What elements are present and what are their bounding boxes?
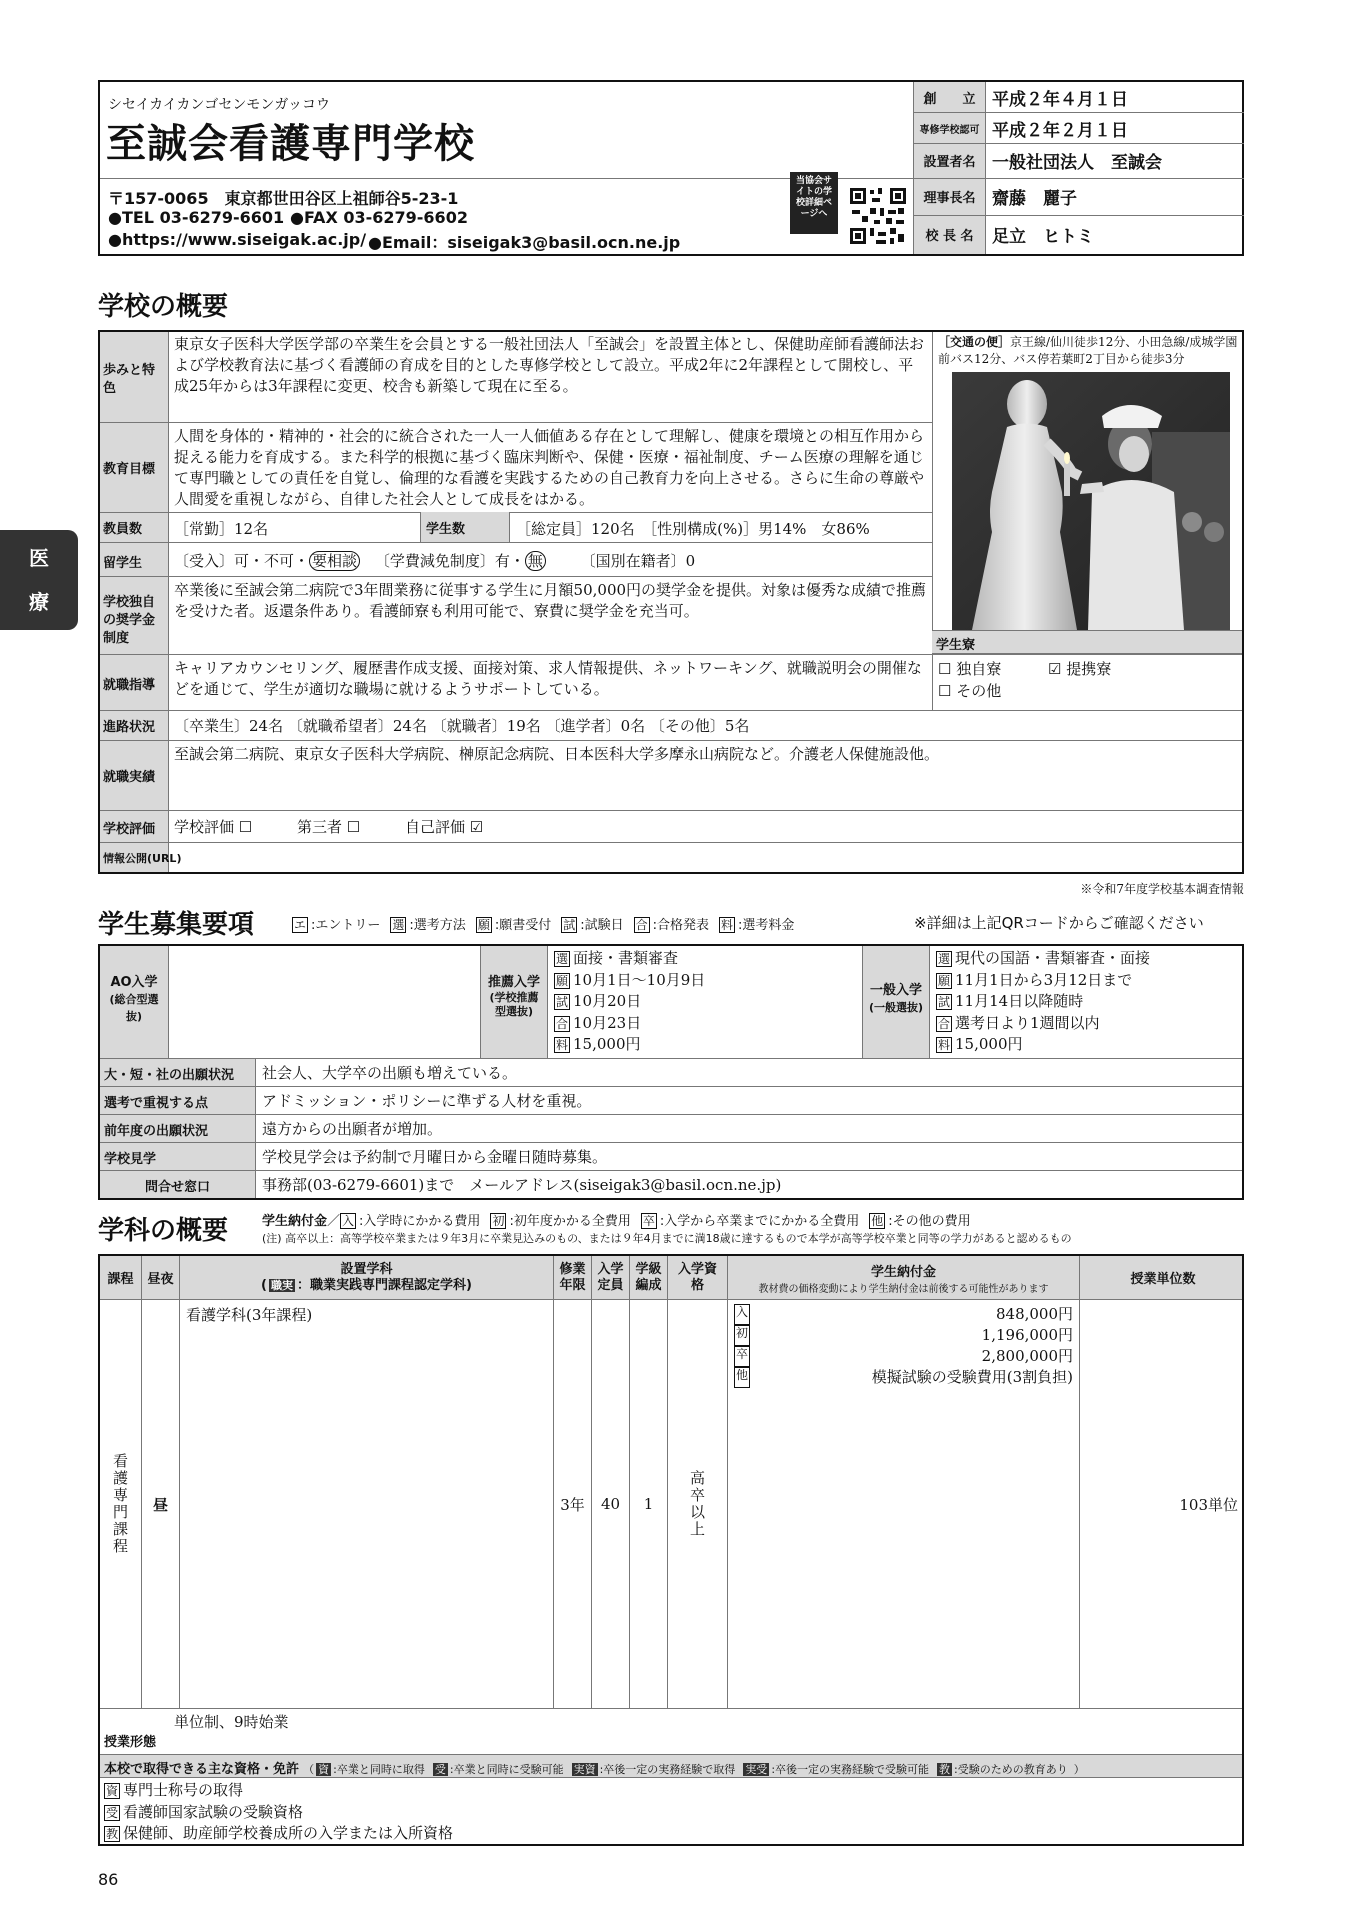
- history-text: 東京女子医科大学医学部の卒業生を会員とする一般社団法人「至誠会」を設置主体とし、保健助産師看護師法および学校教育法に基づく看護師の育成を目的とした専修学校として設立。平成2年に2年課程として開校し、平成25年からは3年課程に変更、校舎も新築して現在に至る。: [174, 335, 925, 395]
- qr-badge[interactable]: [790, 172, 838, 234]
- job-guide-label: 就職指導: [103, 678, 156, 693]
- suisen-title: 推薦入学: [487, 975, 540, 990]
- legend-text: :願書受付: [494, 918, 552, 933]
- recruit-row: [100, 1114, 1244, 1142]
- license-legend-key: 資: [318, 1763, 330, 1776]
- history-label: 歩みと特色: [103, 363, 156, 396]
- intl-label: 留学生: [103, 556, 143, 571]
- license-value: 専門士称号の取得: [123, 1781, 244, 1799]
- intl-accept-selected: 要相談: [309, 551, 360, 571]
- overview-box: [98, 330, 1244, 874]
- fee-legend-text: :初年度かかる全費用: [509, 1214, 631, 1229]
- info-row: [914, 113, 1245, 144]
- recruit-box: [98, 944, 1244, 1200]
- recruit-legend: [292, 914, 804, 933]
- dorm-own: ☐ 独自寮: [938, 660, 1002, 678]
- ippan-item-value: 11月1日から3月12日まで: [955, 970, 1133, 989]
- legend-key: 試: [563, 918, 576, 932]
- suisen-item-value: 10月23日: [573, 1013, 642, 1032]
- legend-key: 料: [721, 918, 734, 932]
- suisen-item-value: 10月20日: [573, 992, 642, 1010]
- dept-box: [98, 1254, 1244, 1846]
- recruit-row-value: 学校見学会は予約制で月曜日から金曜日随時募集。: [262, 1148, 608, 1166]
- school-photo: [952, 372, 1230, 630]
- fee-value: 848,000円: [995, 1305, 1074, 1323]
- fee-legend-title: 学生納付金: [262, 1214, 328, 1229]
- fee-legend-text: :その他の費用: [888, 1214, 971, 1229]
- info-value: 足立 ヒトミ: [986, 215, 1245, 254]
- col-dept-title: 設置学科: [340, 1261, 393, 1277]
- recruit-row-label: 大・短・社の出願状況: [100, 1059, 256, 1087]
- info-row: [914, 143, 1245, 178]
- fee-legend-key: 他: [871, 1214, 884, 1228]
- recruit-row: [100, 1086, 1244, 1114]
- col-dept-sub-text: ：職業実践専門課程認定学科): [297, 1277, 472, 1293]
- license-legend-close: ）: [1073, 1763, 1085, 1776]
- ao-label: [100, 974, 168, 1025]
- suisen-item-key: 合: [556, 1016, 569, 1031]
- row-line: [100, 542, 932, 543]
- scholar-label: 学校独自の奨学金制度: [103, 595, 156, 646]
- ippan-subtitle: (一般選抜): [868, 1001, 924, 1014]
- ippan-item-key: 試: [938, 995, 951, 1009]
- info-label: 専修学校認可: [914, 113, 986, 144]
- suisen-item-key: 料: [556, 1038, 569, 1052]
- row-line: [100, 842, 1244, 843]
- overview-heading: 学校の概要: [98, 292, 229, 322]
- info-value: 一般社団法人 至誠会: [986, 143, 1245, 178]
- recruit-row-label: 学校見学: [100, 1143, 256, 1171]
- ao-subtitle: (総合型選抜): [109, 993, 159, 1023]
- dorm-label: 学生寮: [932, 630, 1244, 654]
- suisen-item-key: 選: [556, 952, 569, 966]
- license-legend-open: （: [303, 1763, 315, 1776]
- col-units: 授業単位数: [1080, 1256, 1244, 1300]
- col-daynight: 昼夜: [142, 1256, 180, 1300]
- legend-text: :試験日: [580, 918, 624, 933]
- license-key: 受: [106, 1805, 119, 1820]
- row-line: [100, 740, 1244, 741]
- info-value: 平成２年２月１日: [986, 113, 1245, 144]
- eval-items: [174, 816, 483, 837]
- col-dept: [180, 1256, 554, 1300]
- legend-key: 願: [477, 918, 490, 932]
- fee-value: 2,800,000円: [981, 1347, 1074, 1365]
- ippan-item-key: 願: [938, 973, 951, 988]
- col-fees-note: 教材費の価格変動により学生納付金は前後する可能性があります: [758, 1283, 1049, 1295]
- ippan-title: 一般入学: [869, 983, 922, 998]
- legend-key: 選: [392, 918, 405, 932]
- suisen-item-key: 試: [556, 995, 569, 1009]
- style-row: [100, 1708, 1244, 1754]
- table-row: [100, 1300, 1245, 1709]
- qr-code-icon[interactable]: [848, 186, 908, 246]
- legend-key: 合: [635, 918, 648, 932]
- legend-text: :合格発表: [652, 918, 710, 933]
- license-value: 保健師、助産師学校養成所の入学または入所資格: [123, 1824, 454, 1842]
- ippan-item-key: 合: [938, 1016, 951, 1031]
- col-course: 課程: [100, 1256, 142, 1300]
- col-dept-sub-tag: 職実: [271, 1278, 293, 1292]
- recruit-row-value: 社会人、大学卒の出願も増えている。: [262, 1064, 518, 1082]
- fee-value: 模擬試験の受験費用(3割負担): [871, 1368, 1074, 1386]
- suisen-item-key: 願: [556, 973, 569, 988]
- school-name: 至誠会看護専門学校: [106, 121, 475, 167]
- info-value: 齋藤 麗子: [986, 178, 1245, 215]
- email-link[interactable]: ●Email：siseigak3@basil.ocn.ne.jp: [368, 233, 681, 252]
- recruit-row: [100, 1170, 1244, 1198]
- license-legend-text: :卒業と同時に取得: [333, 1763, 425, 1776]
- style-value: 単位制、9時始業: [174, 1713, 289, 1731]
- license-key: 教: [106, 1827, 119, 1841]
- fee-legend: [262, 1210, 981, 1229]
- col-capacity: 入学定員: [592, 1256, 630, 1300]
- info-label: 校 長 名: [914, 215, 986, 254]
- col-fees-title: 学生納付金: [871, 1264, 937, 1280]
- recruit-row-value: 遠方からの出願者が増加。: [262, 1120, 443, 1138]
- recruit-row: [100, 1142, 1244, 1170]
- students-label: 学生数: [426, 522, 466, 537]
- license-legend-key: 実受: [745, 1763, 768, 1776]
- style-label: 授業形態: [104, 1735, 157, 1750]
- recruit-legend-note: ※詳細は上記QRコードからご確認ください: [914, 914, 1204, 932]
- recruit-row-label: 前年度の出願状況: [100, 1115, 256, 1143]
- access-info: [938, 334, 1242, 368]
- goal-label: 教育目標: [103, 462, 156, 477]
- postal-address: 〒157-0065 東京都世田谷区上祖師谷5-23-1: [108, 189, 459, 208]
- license-title: 本校で取得できる主な資格・免許: [104, 1762, 300, 1777]
- ippan-items: [936, 948, 1150, 1056]
- recruit-row-label: 選考で重視する点: [100, 1087, 256, 1115]
- students-text: ［総定員］120名 ［性別構成(%)］男14% 女86%: [516, 520, 870, 538]
- info-label: 創 立: [914, 82, 986, 113]
- path-label: 進路状況: [103, 720, 156, 735]
- intl-fee: 〔学費減免制度〕有・: [374, 552, 525, 570]
- license-list: [104, 1780, 453, 1845]
- category-tab-char-1: 医: [29, 546, 49, 570]
- license-legend-text: :卒業と同時に受験可能: [449, 1763, 564, 1776]
- page-number: 86: [98, 1870, 119, 1889]
- recruit-row-value: 事務部(03-6279-6601)まで メールアドレス(siseigak3@basil.ocn.ne.jp): [262, 1176, 782, 1194]
- goal-text: 人間を身体的・精神的・社会的に統合された一人一人価値ある存在として理解し、健康を環境との相互作用から捉える能力を育成する。また科学的根拠に基づく臨床判断や、保健・医療・福祉制度、チーム医療の理解を通じて専門職としての責任を自覚し、倫理的な看護を実践するための自己教育力を向上させる。さらに生命の尊厳や人間愛を重視しながら、自律した社会人として成長をはかる。: [174, 427, 925, 508]
- qr-badge-label: 当協会サイトの学校詳細ページへ: [795, 176, 832, 219]
- suisen-subtitle: (学校推薦型選抜): [489, 991, 539, 1018]
- tel: ●TEL 03-6279-6601: [108, 208, 285, 227]
- fax: ●FAX 03-6279-6602: [290, 208, 468, 227]
- col-years: 修業年限: [554, 1256, 592, 1300]
- school-kana: シセイカイカンゴセンモンガッコウ: [108, 97, 331, 113]
- legend-text: :選考料金: [738, 918, 795, 933]
- dorm-partner: ☑ 提携寮: [1048, 660, 1112, 678]
- dorm-other: ☐ その他: [938, 682, 1002, 700]
- intl-country: 〔国別在籍者〕0: [580, 552, 696, 570]
- job-guide-text: キャリアカウンセリング、履歴書作成支援、面接対策、求人情報提供、ネットワーキング、就職説明会の開催などを通じて、学生が適切な職場に就けるようサポートしている。: [174, 659, 922, 698]
- access-label: ［交通の便］: [938, 335, 1011, 349]
- teachers-text: ［常勤］12名: [174, 520, 269, 538]
- license-value: 看護師国家試験の受験資格: [123, 1802, 304, 1821]
- eval-self: 自己評価 ☑: [405, 818, 484, 836]
- ippan-item-value: 11月14日以降随時: [955, 992, 1084, 1010]
- info-label: 理事長名: [914, 178, 986, 215]
- license-legend-text: :受験のための教育あり: [954, 1763, 1068, 1776]
- jobs-label: 就職実績: [103, 770, 156, 785]
- fee-line: [734, 1367, 1073, 1388]
- suisen-item-value: 面接・書類審査: [573, 949, 679, 967]
- fee-legend-key: 卒: [642, 1214, 655, 1228]
- license-legend-key: 実資: [573, 1763, 596, 1776]
- cell-units: 103単位: [1080, 1300, 1244, 1709]
- row-line: [100, 810, 1244, 811]
- legend-key: エ: [294, 918, 307, 932]
- ippan-item-value: 現代の国語・書類審査・面接: [955, 949, 1151, 967]
- license-legend-text: :卒後一定の実務経験で受験可能: [771, 1763, 930, 1776]
- school-header: [98, 80, 1244, 256]
- col-qual: 入学資格: [668, 1256, 728, 1300]
- jobs-text: 至誠会第二病院、東京女子医科大学病院、榊原記念病院、日本医科大学多摩永山病院など。介護老人保健施設他。: [174, 745, 940, 763]
- source-note: ※令和7年度学校基本調査情報: [1080, 882, 1244, 896]
- fee-legend-text: :入学から卒業までにかかる全費用: [659, 1214, 860, 1229]
- teachers-label: 教員数: [103, 522, 143, 537]
- ippan-label: [862, 982, 930, 1016]
- website-link[interactable]: ●https://www.siseigak.ac.jp/: [108, 230, 367, 249]
- info-row: [914, 178, 1245, 215]
- info-row: [914, 82, 1245, 113]
- dorm-options: [938, 658, 1111, 702]
- suisen-item-value: 15,000円: [573, 1035, 641, 1053]
- fee-legend-key: 入: [342, 1214, 355, 1228]
- disclosure-label: 情報公開(URL): [103, 852, 182, 865]
- fee-legend-slash: ／: [327, 1214, 341, 1229]
- recruit-row-label: 問合せ窓口: [100, 1171, 256, 1199]
- info-value: 平成２年４月１日: [986, 82, 1245, 113]
- license-legend-key: 教: [939, 1763, 951, 1776]
- path-text: 〔卒業生〕24名 〔就職希望者〕24名 〔就職者〕19名 〔進学者〕0名 〔その他〕5名: [174, 717, 750, 735]
- dept-header-row: [100, 1256, 1245, 1300]
- suisen-item-value: 10月1日～10月9日: [573, 970, 706, 989]
- recruit-row-value: アドミッション・ポリシーに準ずる人材を重視。: [262, 1092, 592, 1110]
- col-fees: [728, 1256, 1080, 1300]
- eligibility-note: (注) 高卒以上：高等学校卒業または９年3月に卒業見込みのもの、または９年4月までに満18歳に達するもので本学が高等学校卒業と同等の学力があると認めるもの: [262, 1232, 1072, 1245]
- info-label: 設置者名: [914, 143, 986, 178]
- ippan-item-key: 料: [938, 1038, 951, 1052]
- cell-qual: 高卒以上: [668, 1300, 728, 1709]
- ippan-item-value: 15,000円: [955, 1035, 1023, 1053]
- recruit-row: [100, 1058, 1244, 1086]
- fee-key: 卒: [734, 1346, 750, 1367]
- row-line: [100, 710, 1244, 711]
- cell-capacity: 40: [592, 1300, 630, 1709]
- fee-legend-key: 初: [492, 1214, 505, 1228]
- fee-key: 初: [734, 1325, 750, 1346]
- cell-course: 看護専門課程: [100, 1300, 142, 1709]
- row-line: [100, 654, 1244, 655]
- intl-fee-selected: 無: [525, 551, 546, 571]
- eval-school: 学校評価 ☐: [174, 818, 253, 836]
- col-classes: 学級編成: [630, 1256, 668, 1300]
- row-line: [100, 576, 932, 577]
- scholar-text: 卒業後に至誠会第二病院で3年間業務に従事する学生に月額50,000円の奨学金を提供。対象は優秀な成績で推薦を受けた者。返還条件あり。看護師寮も利用可能で、寮費に奨学金を充当可。: [174, 581, 927, 620]
- cell-fees: [728, 1300, 1080, 1709]
- suisen-items: [554, 948, 705, 1056]
- col-dept-sub: ( 職実 ：職業実践専門課程認定学科): [261, 1277, 472, 1293]
- cell-years: 3年: [554, 1300, 592, 1709]
- row-line: [100, 512, 932, 513]
- fee-line: [734, 1346, 1073, 1367]
- fee-line: [734, 1304, 1073, 1325]
- license-legend-key: 受: [434, 1763, 446, 1776]
- eval-third-party: 第三者 ☐: [297, 818, 361, 836]
- cell-classes: 1: [630, 1300, 668, 1709]
- dept-heading: 学科の概要: [98, 1216, 229, 1246]
- dept-table: [99, 1255, 1244, 1709]
- legend-text: :エントリー: [311, 918, 381, 933]
- intl-accept: 〔受入〕可・不可・: [174, 552, 310, 570]
- fee-key: 他: [734, 1367, 750, 1388]
- fee-value: 1,196,000円: [981, 1326, 1074, 1344]
- category-tab-char-2: 療: [29, 590, 49, 614]
- eval-label: 学校評価: [103, 822, 156, 837]
- ippan-item-key: 選: [938, 952, 951, 966]
- cell-dept: 看護学科(3年課程): [180, 1300, 554, 1709]
- cell-daynight: 昼: [142, 1300, 180, 1709]
- access-text: 京王線/仙川徒歩12分、小田急線/成城学園前バス12分、バス停若葉町2丁目から徒歩3分: [938, 335, 1238, 366]
- fee-key: 入: [734, 1304, 750, 1325]
- ippan-item-value: 選考日より1週間以内: [955, 1013, 1100, 1032]
- license-legend: [303, 1763, 1085, 1776]
- fee-legend-text: :入学時にかかる費用: [359, 1214, 481, 1229]
- suisen-label: [480, 974, 548, 1019]
- row-line: [100, 422, 932, 423]
- category-tab[interactable]: [0, 530, 78, 630]
- license-key: 資: [106, 1784, 119, 1798]
- col-line: [168, 946, 169, 1058]
- ao-title: AO入学: [110, 975, 158, 990]
- legend-text: :選考方法: [409, 918, 466, 933]
- col-line: [168, 332, 169, 874]
- license-header: [100, 1754, 1244, 1778]
- intl-text: [174, 550, 695, 571]
- info-row: [914, 215, 1245, 254]
- fee-line: [734, 1325, 1073, 1346]
- recruit-heading: 学生募集要項: [98, 910, 255, 940]
- license-legend-text: :卒後一定の実務経験で取得: [599, 1763, 736, 1776]
- school-info-table: [913, 82, 1244, 254]
